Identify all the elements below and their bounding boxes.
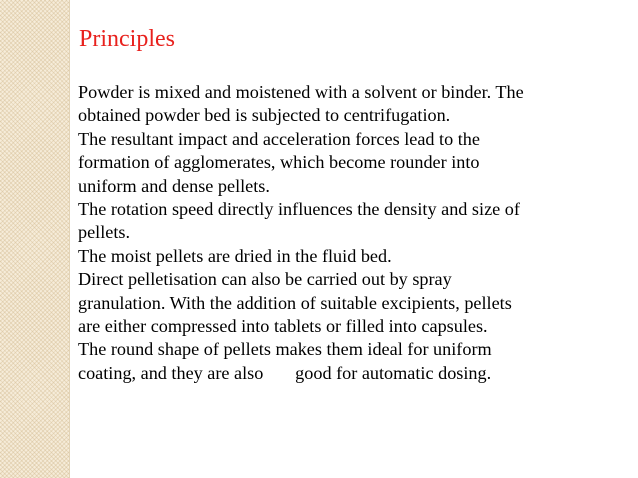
decorative-side-band: [0, 0, 69, 478]
body-line: The moist pellets are dried in the fluid bed.: [78, 245, 392, 266]
body-line: coating, and they are also good for automatic dosing.: [78, 362, 492, 383]
slide-body: [78, 81, 618, 385]
body-line: Direct pelletisation can also be carried out by spray: [78, 269, 452, 290]
body-line: formation of agglomerates, which become rounder into: [78, 152, 480, 173]
body-line: obtained powder bed is subjected to centrifugation.: [78, 105, 451, 126]
body-line: pellets.: [78, 222, 131, 243]
slide-title: Principles: [79, 26, 175, 52]
body-line: are either compressed into tablets or filled into capsules.: [78, 316, 488, 337]
body-line: Powder is mixed and moistened with a solvent or binder. The: [78, 82, 524, 102]
body-line: The rotation speed directly influences the density and size of: [78, 199, 520, 220]
body-line: The round shape of pellets makes them ideal for uniform: [78, 339, 492, 360]
side-band-divider: [69, 0, 70, 478]
body-line: uniform and dense pellets.: [78, 175, 270, 196]
body-line: The resultant impact and acceleration forces lead to the: [78, 128, 480, 149]
body-line: granulation. With the addition of suitable excipients, pellets: [78, 292, 512, 313]
